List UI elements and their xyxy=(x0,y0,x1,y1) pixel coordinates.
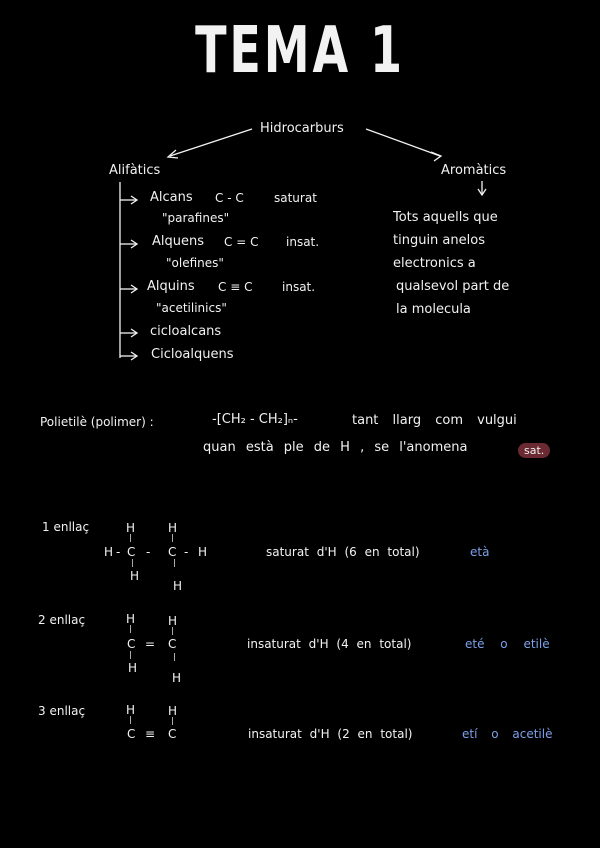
bond-names: eté o etilè xyxy=(465,637,550,651)
aliphatic-item-alias: "olefines" xyxy=(166,256,224,270)
atom-h: H xyxy=(130,569,140,583)
bond-dash: - xyxy=(146,545,151,559)
aromatic-desc-line: Tots aquells que xyxy=(393,210,498,225)
aliphatic-item-alias: "acetilinics" xyxy=(156,301,227,315)
aliphatic-item-name: Alcans xyxy=(150,190,193,205)
polymer-label: Polietilè (polimer) : xyxy=(40,415,154,429)
bond-names: età xyxy=(470,545,490,559)
atom-h: H xyxy=(173,579,183,593)
atom-c: C xyxy=(168,727,177,741)
atom-h: H xyxy=(172,671,182,685)
bond-bar: | xyxy=(171,533,174,542)
aliphatic-item-name: Alquins xyxy=(147,279,195,294)
bond-bar: | xyxy=(129,624,132,633)
bond-label: 1 enllaç xyxy=(42,520,90,534)
bond-names: etí o acetilè xyxy=(462,727,553,741)
tree-root: Hidrocarburs xyxy=(260,121,344,136)
bond-bar: | xyxy=(171,716,174,725)
tree-left-branch: Alifàtics xyxy=(109,163,161,178)
polymer-formula: -[CH₂ - CH₂]ₙ- xyxy=(212,412,298,427)
tree-right-branch: Aromàtics xyxy=(441,163,507,178)
polymer-line-2: quan està ple de H , se l'anomena xyxy=(203,440,468,455)
aliphatic-item-name: cicloalcans xyxy=(150,324,222,339)
atom-c: C xyxy=(168,637,177,651)
aromatic-desc-line: qualsevol part de xyxy=(396,279,510,294)
bond-description: insaturat d'H (4 en total) xyxy=(247,637,412,651)
polymer-line-1: tant llarg com vulgui xyxy=(352,413,517,428)
bond-dash: - xyxy=(184,545,189,559)
bond-bar: | xyxy=(171,626,174,635)
aromatic-desc-line: la molecula xyxy=(396,302,471,317)
bond-label: 3 enllaç xyxy=(38,704,86,718)
atom-c: C xyxy=(127,637,136,651)
aliphatic-item-formula: C - C xyxy=(215,191,244,205)
aromatic-desc-line: electronics a xyxy=(393,256,476,271)
bond-bar: | xyxy=(131,558,134,567)
aliphatic-item-formula: C ≡ C xyxy=(218,280,253,294)
saturated-badge xyxy=(518,439,550,458)
bond-bar: | xyxy=(129,715,132,724)
atom-h: H xyxy=(104,545,114,559)
aliphatic-item-type: insat. xyxy=(282,280,316,294)
bond-description: saturat d'H (6 en total) xyxy=(266,545,420,559)
saturated-badge-text: sat. xyxy=(518,443,550,458)
aliphatic-item-type: insat. xyxy=(286,235,320,249)
page-title: TEMA 1 xyxy=(195,14,405,88)
aliphatic-item-name: Alquens xyxy=(152,234,205,249)
atom-h: H xyxy=(168,704,178,718)
aliphatic-item-type: saturat xyxy=(274,191,317,205)
atom-h: H xyxy=(126,521,136,535)
atom-h: H xyxy=(168,521,178,535)
atom-h: H xyxy=(168,614,178,628)
bond-bar: | xyxy=(129,650,132,659)
bond-label: 2 enllaç xyxy=(38,613,86,627)
atom-c: C xyxy=(127,545,136,559)
atom-h: H xyxy=(198,545,208,559)
aliphatic-item-alias: "parafines" xyxy=(162,211,230,225)
bond-dash: - xyxy=(116,545,121,559)
atom-c: C xyxy=(168,545,177,559)
atom-h: H xyxy=(128,661,138,675)
bond-description: insaturat d'H (2 en total) xyxy=(248,727,413,741)
atom-h: H xyxy=(126,703,136,717)
bond-double: = xyxy=(145,637,156,651)
bond-bar: | xyxy=(173,652,176,661)
bond-bar: | xyxy=(129,533,132,542)
bond-bar: | xyxy=(173,558,176,567)
aromatic-desc-line: tinguin anelos xyxy=(393,233,485,248)
atom-c: C xyxy=(127,727,136,741)
bond-triple: ≡ xyxy=(145,727,156,741)
aliphatic-item-formula: C = C xyxy=(224,235,259,249)
aliphatic-item-name: Cicloalquens xyxy=(151,347,234,362)
atom-h: H xyxy=(126,612,136,626)
